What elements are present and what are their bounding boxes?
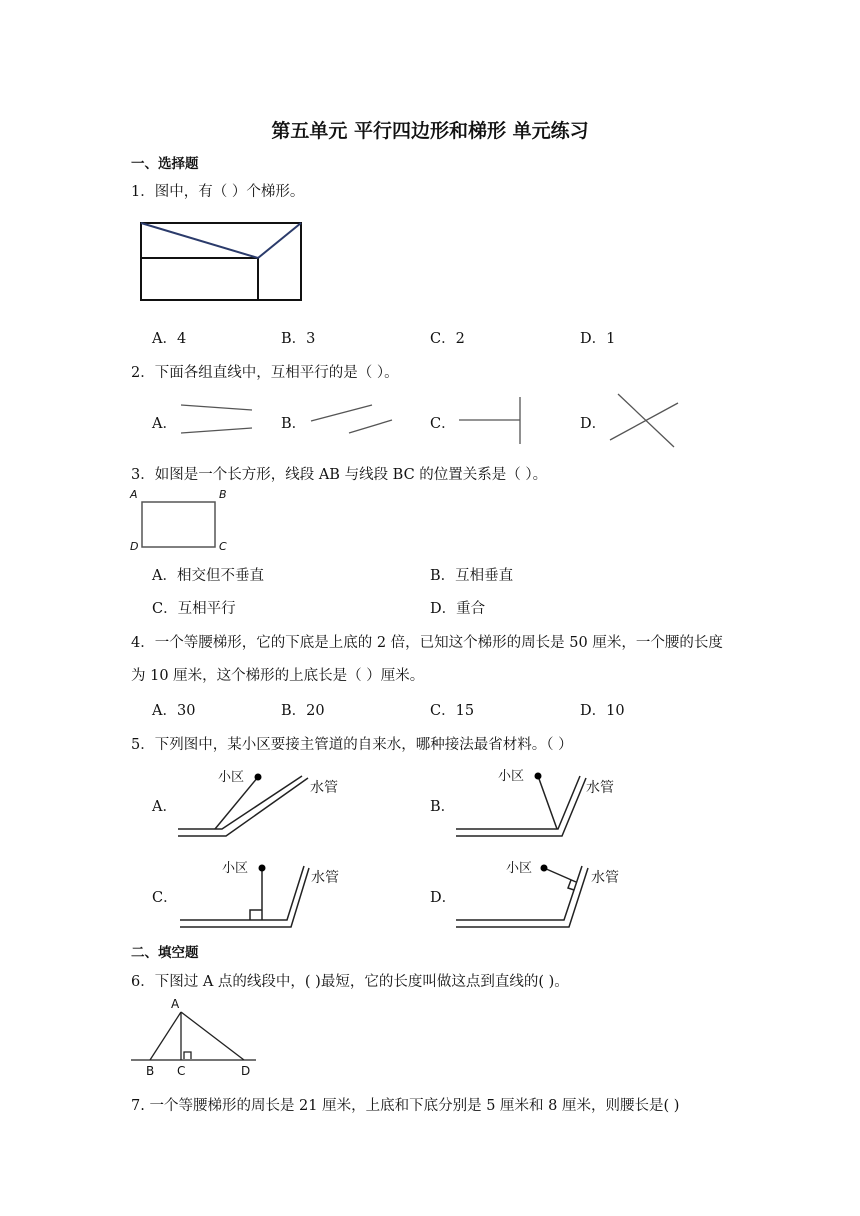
question-1-option-c[interactable]: C．2 (430, 331, 465, 347)
question-5-figure-a-community-label: 小区 (218, 770, 245, 785)
question-5-figure-c-pipe-label: 水管 (311, 870, 339, 886)
question-5-figure-c-community-label: 小区 (222, 861, 249, 876)
question-4-option-d[interactable]: D．10 (580, 703, 625, 719)
question-6-label-d: D (241, 1064, 251, 1078)
question-3-option-d[interactable]: D．重合 (430, 601, 486, 617)
question-1-option-d[interactable]: D．1 (580, 331, 616, 347)
question-5-figure-b-pipe-label: 水管 (586, 780, 614, 796)
question-4-line-2: 为 10 厘米，这个梯形的上底长是（ ）厘米。 (131, 668, 425, 684)
question-1-stem: 1．图中，有（ ）个梯形。 (131, 184, 305, 200)
question-1-option-a[interactable]: A．4 (152, 331, 187, 347)
page-title: 第五单元 平行四边形和梯形 单元练习 (271, 120, 589, 142)
question-5-option-b[interactable]: B． (430, 799, 456, 815)
question-4-option-c[interactable]: C．15 (430, 703, 475, 719)
question-3-option-b[interactable]: B．互相垂直 (430, 568, 514, 584)
question-3-label-d: D (130, 540, 139, 553)
question-2-stem: 2．下面各组直线中，互相平行的是（ ）。 (131, 365, 399, 381)
question-4-option-a[interactable]: A．30 (152, 703, 196, 719)
question-3-option-a[interactable]: A．相交但不垂直 (152, 568, 264, 584)
question-5-option-d[interactable]: D． (430, 890, 457, 906)
question-2-option-b[interactable]: B． (281, 416, 307, 432)
question-3-label-a: A (130, 488, 138, 501)
question-4-option-b[interactable]: B．20 (281, 703, 325, 719)
question-5-figure-a-pipe-label: 水管 (310, 780, 338, 796)
question-2-option-d[interactable]: D． (580, 416, 607, 432)
question-5-figure-b-community-label: 小区 (498, 769, 525, 784)
section-heading-choice: 一、选择题 (131, 156, 199, 172)
question-3-stem: 3．如图是一个长方形，线段 AB 与线段 BC 的位置关系是（ ）。 (131, 467, 548, 483)
question-6-label-b: B (146, 1064, 155, 1078)
question-2-option-c[interactable]: C． (430, 416, 456, 432)
question-7-stem: 7. 一个等腰梯形的周长是 21 厘米，上底和下底分别是 5 厘米和 8 厘米，则腰长是( ) (131, 1098, 680, 1114)
question-1-option-b[interactable]: B．3 (281, 331, 316, 347)
question-5-option-a[interactable]: A． (152, 799, 177, 815)
question-6-label-a: A (171, 997, 180, 1011)
question-6-label-c: C (177, 1064, 186, 1078)
question-3-label-b: B (219, 488, 227, 501)
question-3-option-c[interactable]: C．互相平行 (152, 601, 236, 617)
question-5-stem: 5．下列图中，某小区要接主管道的自来水，哪种接法最省材料。（ ） (131, 737, 573, 753)
question-5-option-c[interactable]: C． (152, 890, 178, 906)
question-3-label-c: C (219, 540, 227, 553)
section-heading-fill: 二、填空题 (131, 945, 199, 961)
question-4-line-1: 4．一个等腰梯形，它的下底是上底的 2 倍，已知这个梯形的周长是 50 厘米，一个腰的长度 (131, 635, 723, 651)
question-6-stem: 6．下图过 A 点的线段中，( )最短，它的长度叫做这点到直线的( )。 (131, 974, 569, 990)
question-5-figure-d-pipe-label: 水管 (591, 870, 619, 886)
question-2-option-a[interactable]: A． (152, 416, 177, 432)
question-5-figure-d-community-label: 小区 (506, 861, 533, 876)
